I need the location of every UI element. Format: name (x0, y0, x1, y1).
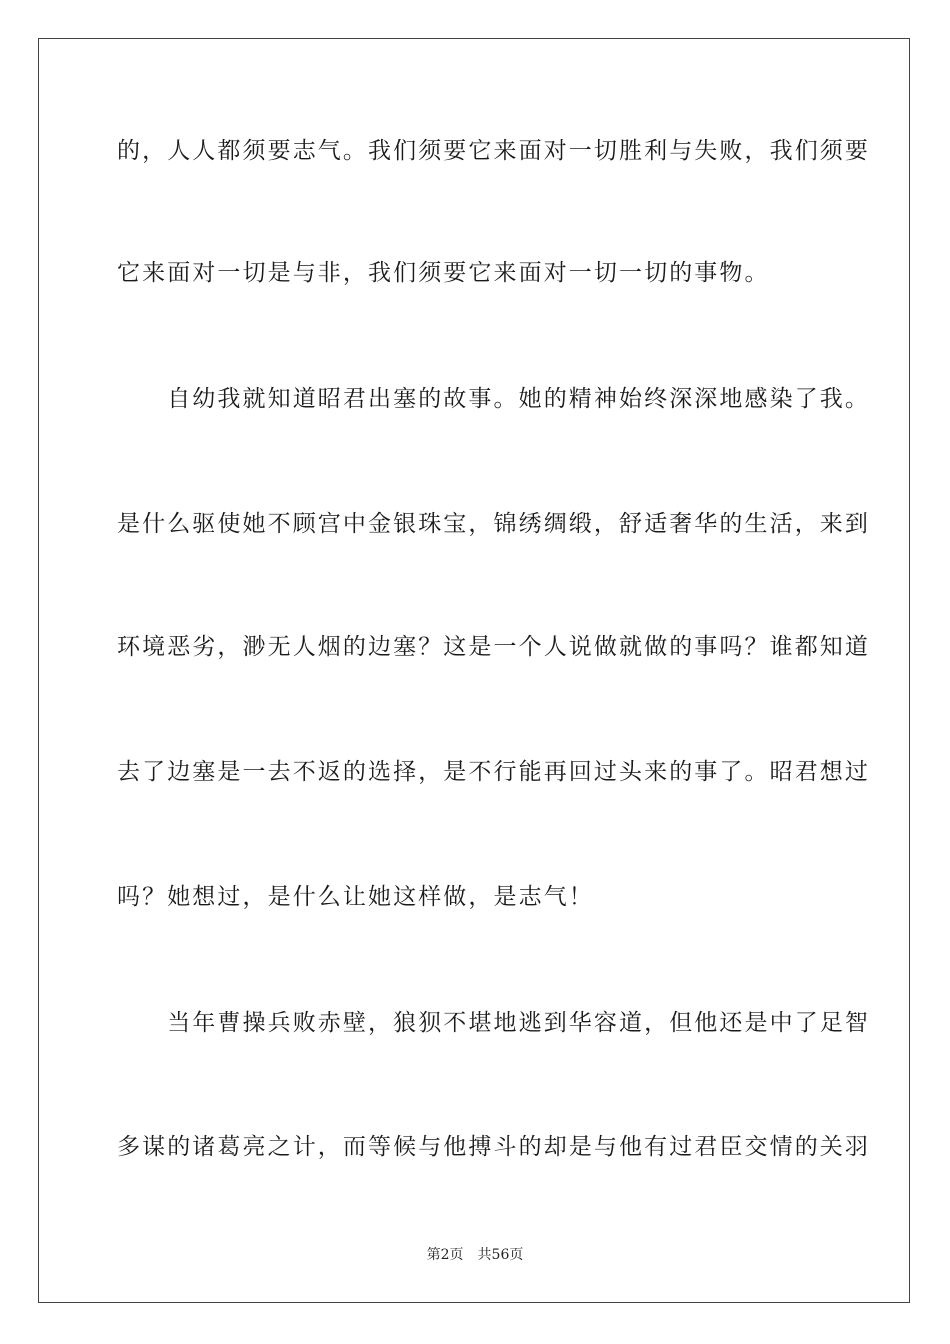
text-line: 多谋的诸葛亮之计，而等候与他搏斗的却是与他有过君臣交情的关羽 (117, 1134, 870, 1160)
text-line: 吗？她想过，是什么让她这样做，是志气！ (117, 884, 594, 910)
text-line: 是什么驱使她不顾宫中金银珠宝，锦绣绸缎，舒适奢华的生活，来到 (117, 511, 870, 537)
text-line: 的，人人都须要志气。我们须要它来面对一切胜利与失败，我们须要 (117, 138, 870, 164)
text-line: 它来面对一切是与非，我们须要它来面对一切一切的事物。 (117, 260, 770, 286)
page-border (38, 38, 910, 1303)
paragraph-start-line: 当年曹操兵败赤壁，狼狈不堪地逃到华容道，但他还是中了足智 (117, 1010, 870, 1036)
page-number: 第2页 (426, 1247, 464, 1263)
text-line: 环境恶劣，渺无人烟的边塞？这是一个人说做就做的事吗？谁都知道 (117, 634, 870, 660)
paragraph-start-line: 自幼我就知道昭君出塞的故事。她的精神始终深深地感染了我。 (117, 386, 870, 412)
text-line: 去了边塞是一去不返的选择，是不行能再回过头来的事了。昭君想过 (117, 759, 870, 785)
page-footer (0, 1246, 950, 1264)
total-pages: 共56页 (477, 1247, 524, 1263)
